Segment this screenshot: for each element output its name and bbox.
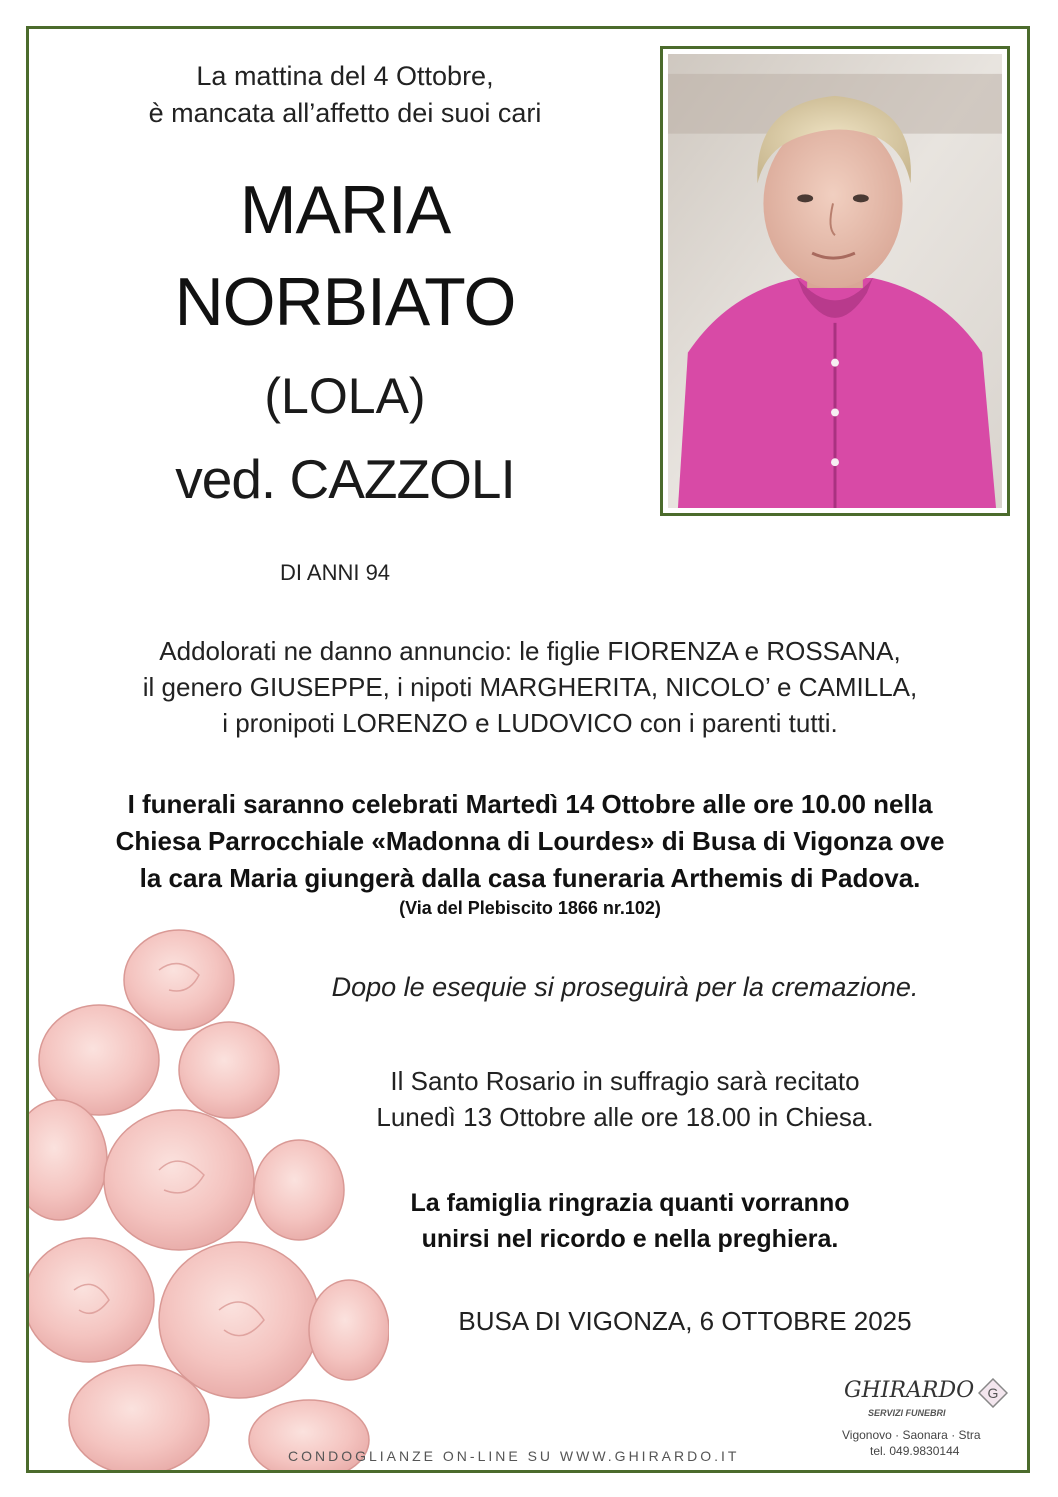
announcement-line-3: i pronipoti LORENZO e LUDOVICO con i parenti tutti. (222, 708, 838, 738)
portrait-photo (668, 54, 1002, 508)
deceased-first-name: MARIA (239, 172, 451, 248)
rosary-line-1: Il Santo Rosario in suffragio sarà recitato (390, 1066, 860, 1096)
condolences-online-link[interactable]: CONDOGLIANZE ON-LINE SU WWW.GHIRARDO.IT (288, 1448, 740, 1464)
logo-subtitle: SERVIZI FUNEBRI (868, 1408, 946, 1418)
funeral-line-3: la cara Maria giungerà dalla casa funeraria Arthemis di Padova. (139, 863, 921, 893)
deceased-age: DI ANNI 94 (280, 560, 391, 585)
funeral-details (40, 786, 1020, 897)
logo-cities: Vigonovo · Saonara · Stra (842, 1428, 981, 1442)
rosary-note (300, 1063, 950, 1135)
portrait-frame (660, 46, 1010, 516)
deceased-last-name: NORBIATO (174, 264, 516, 340)
thanks-line-1: La famiglia ringrazia quanti vorranno (410, 1189, 850, 1217)
funeral-address: (Via del Plebiscito 1866 nr.102) (399, 898, 661, 918)
logo-badge-letter: G (987, 1385, 999, 1401)
deceased-nickname: (LOLA) (264, 368, 426, 424)
intro-line-2: è mancata all’affetto dei suoi cari (148, 98, 542, 128)
intro-text (80, 58, 610, 132)
funeral-line-2: Chiesa Parrocchiale «Madonna di Lourdes» di Busa di Vigonza ove (115, 826, 945, 856)
intro-line-1: La mattina del 4 Ottobre, (196, 61, 494, 91)
rosary-line-2: Lunedì 13 Ottobre alle ore 18.00 in Chiesa. (376, 1102, 874, 1132)
thanks-line-2: unirsi nel ricordo e nella preghiera. (421, 1225, 839, 1253)
logo-badge-icon (978, 1378, 1008, 1408)
deceased-widow-of: ved. CAZZOLI (175, 448, 515, 510)
place-date: BUSA DI VIGONZA, 6 OTTOBRE 2025 (458, 1306, 912, 1336)
logo-phone: tel. 049.9830144 (870, 1444, 960, 1458)
announcement (60, 633, 1000, 741)
funeral-line-1: I funerali saranno celebrati Martedì 14 Ottobre alle ore 10.00 nella (127, 789, 933, 819)
cremation-note: Dopo le esequie si proseguirà per la cremazione. (331, 972, 919, 1002)
announcement-line-2: il genero GIUSEPPE, i nipoti MARGHERITA, NICOLO’ e CAMILLA, (142, 672, 918, 702)
family-thanks (340, 1185, 920, 1257)
logo-name: GHIRARDO (844, 1378, 975, 1403)
ghirardo-logo (832, 1372, 1022, 1467)
announcement-line-1: Addolorati ne danno annuncio: le figlie FIORENZA e ROSSANA, (159, 636, 901, 666)
